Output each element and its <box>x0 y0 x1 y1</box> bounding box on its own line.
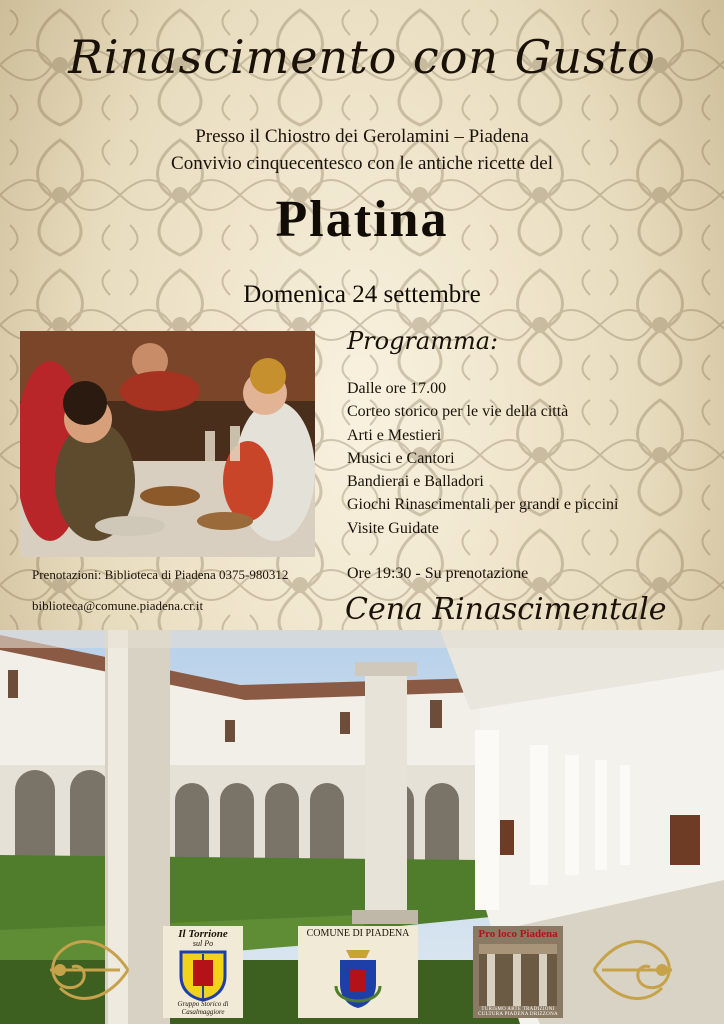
list-item: Dalle ore 17.00 <box>347 380 447 397</box>
shield-icon <box>179 950 227 1002</box>
list-item: Arti e Mestieri <box>347 426 442 444</box>
event-date: Domenica 24 settembre <box>243 281 481 308</box>
description-line: Convivio cinquecentesco con le antiche ricette del <box>171 153 553 174</box>
flourish-right-icon <box>590 922 682 1018</box>
proloco-photo-icon <box>479 944 557 1006</box>
torrione-logo <box>163 926 243 1018</box>
proloco-logo <box>473 926 563 1018</box>
coat-of-arms-icon <box>334 946 382 1014</box>
location-line: Presso il Chiostro dei Gerolamini – Piadena <box>195 126 529 147</box>
programma-title: Programma: <box>347 327 499 355</box>
banquet-painting <box>20 331 315 557</box>
torrione-name: Il Torrione <box>178 928 228 940</box>
cena-title: Cena Rinascimentale <box>345 592 667 627</box>
list-item: Musici e Cantori <box>347 449 455 467</box>
list-item: Giochi Rinascimentali per grandi e piccini <box>347 496 619 514</box>
torrione-sub: sul Po <box>192 939 214 948</box>
comune-logo <box>298 926 418 1018</box>
comune-name: COMUNE DI PIADENA <box>306 928 410 939</box>
proloco-footer: TURISMO ARTE TRADIZIONI CULTURA PIADENA DRIZZONA <box>478 1007 558 1017</box>
flourish-left-icon <box>40 922 132 1018</box>
list-item: Bandierai e Balladori <box>347 473 484 491</box>
list-item: Corteo storico per le vie della città <box>347 403 569 421</box>
booking-phone: Prenotazioni: Biblioteca di Piadena 0375-980312 <box>32 567 289 582</box>
sponsor-logos <box>0 918 724 1024</box>
poster-title: Rinascimento con Gusto <box>68 30 656 84</box>
cena-time: Ore 19:30 - Su prenotazione <box>347 565 529 582</box>
torrione-ring: Gruppo Storico di Casalmaggiore <box>177 1000 229 1016</box>
booking-email[interactable]: biblioteca@comune.piadena.cr.it <box>32 598 204 613</box>
headline: Platina <box>275 191 449 248</box>
programma-list <box>347 377 618 540</box>
proloco-name: Pro loco Piadena <box>478 928 558 940</box>
list-item: Visite Guidate <box>347 519 439 537</box>
